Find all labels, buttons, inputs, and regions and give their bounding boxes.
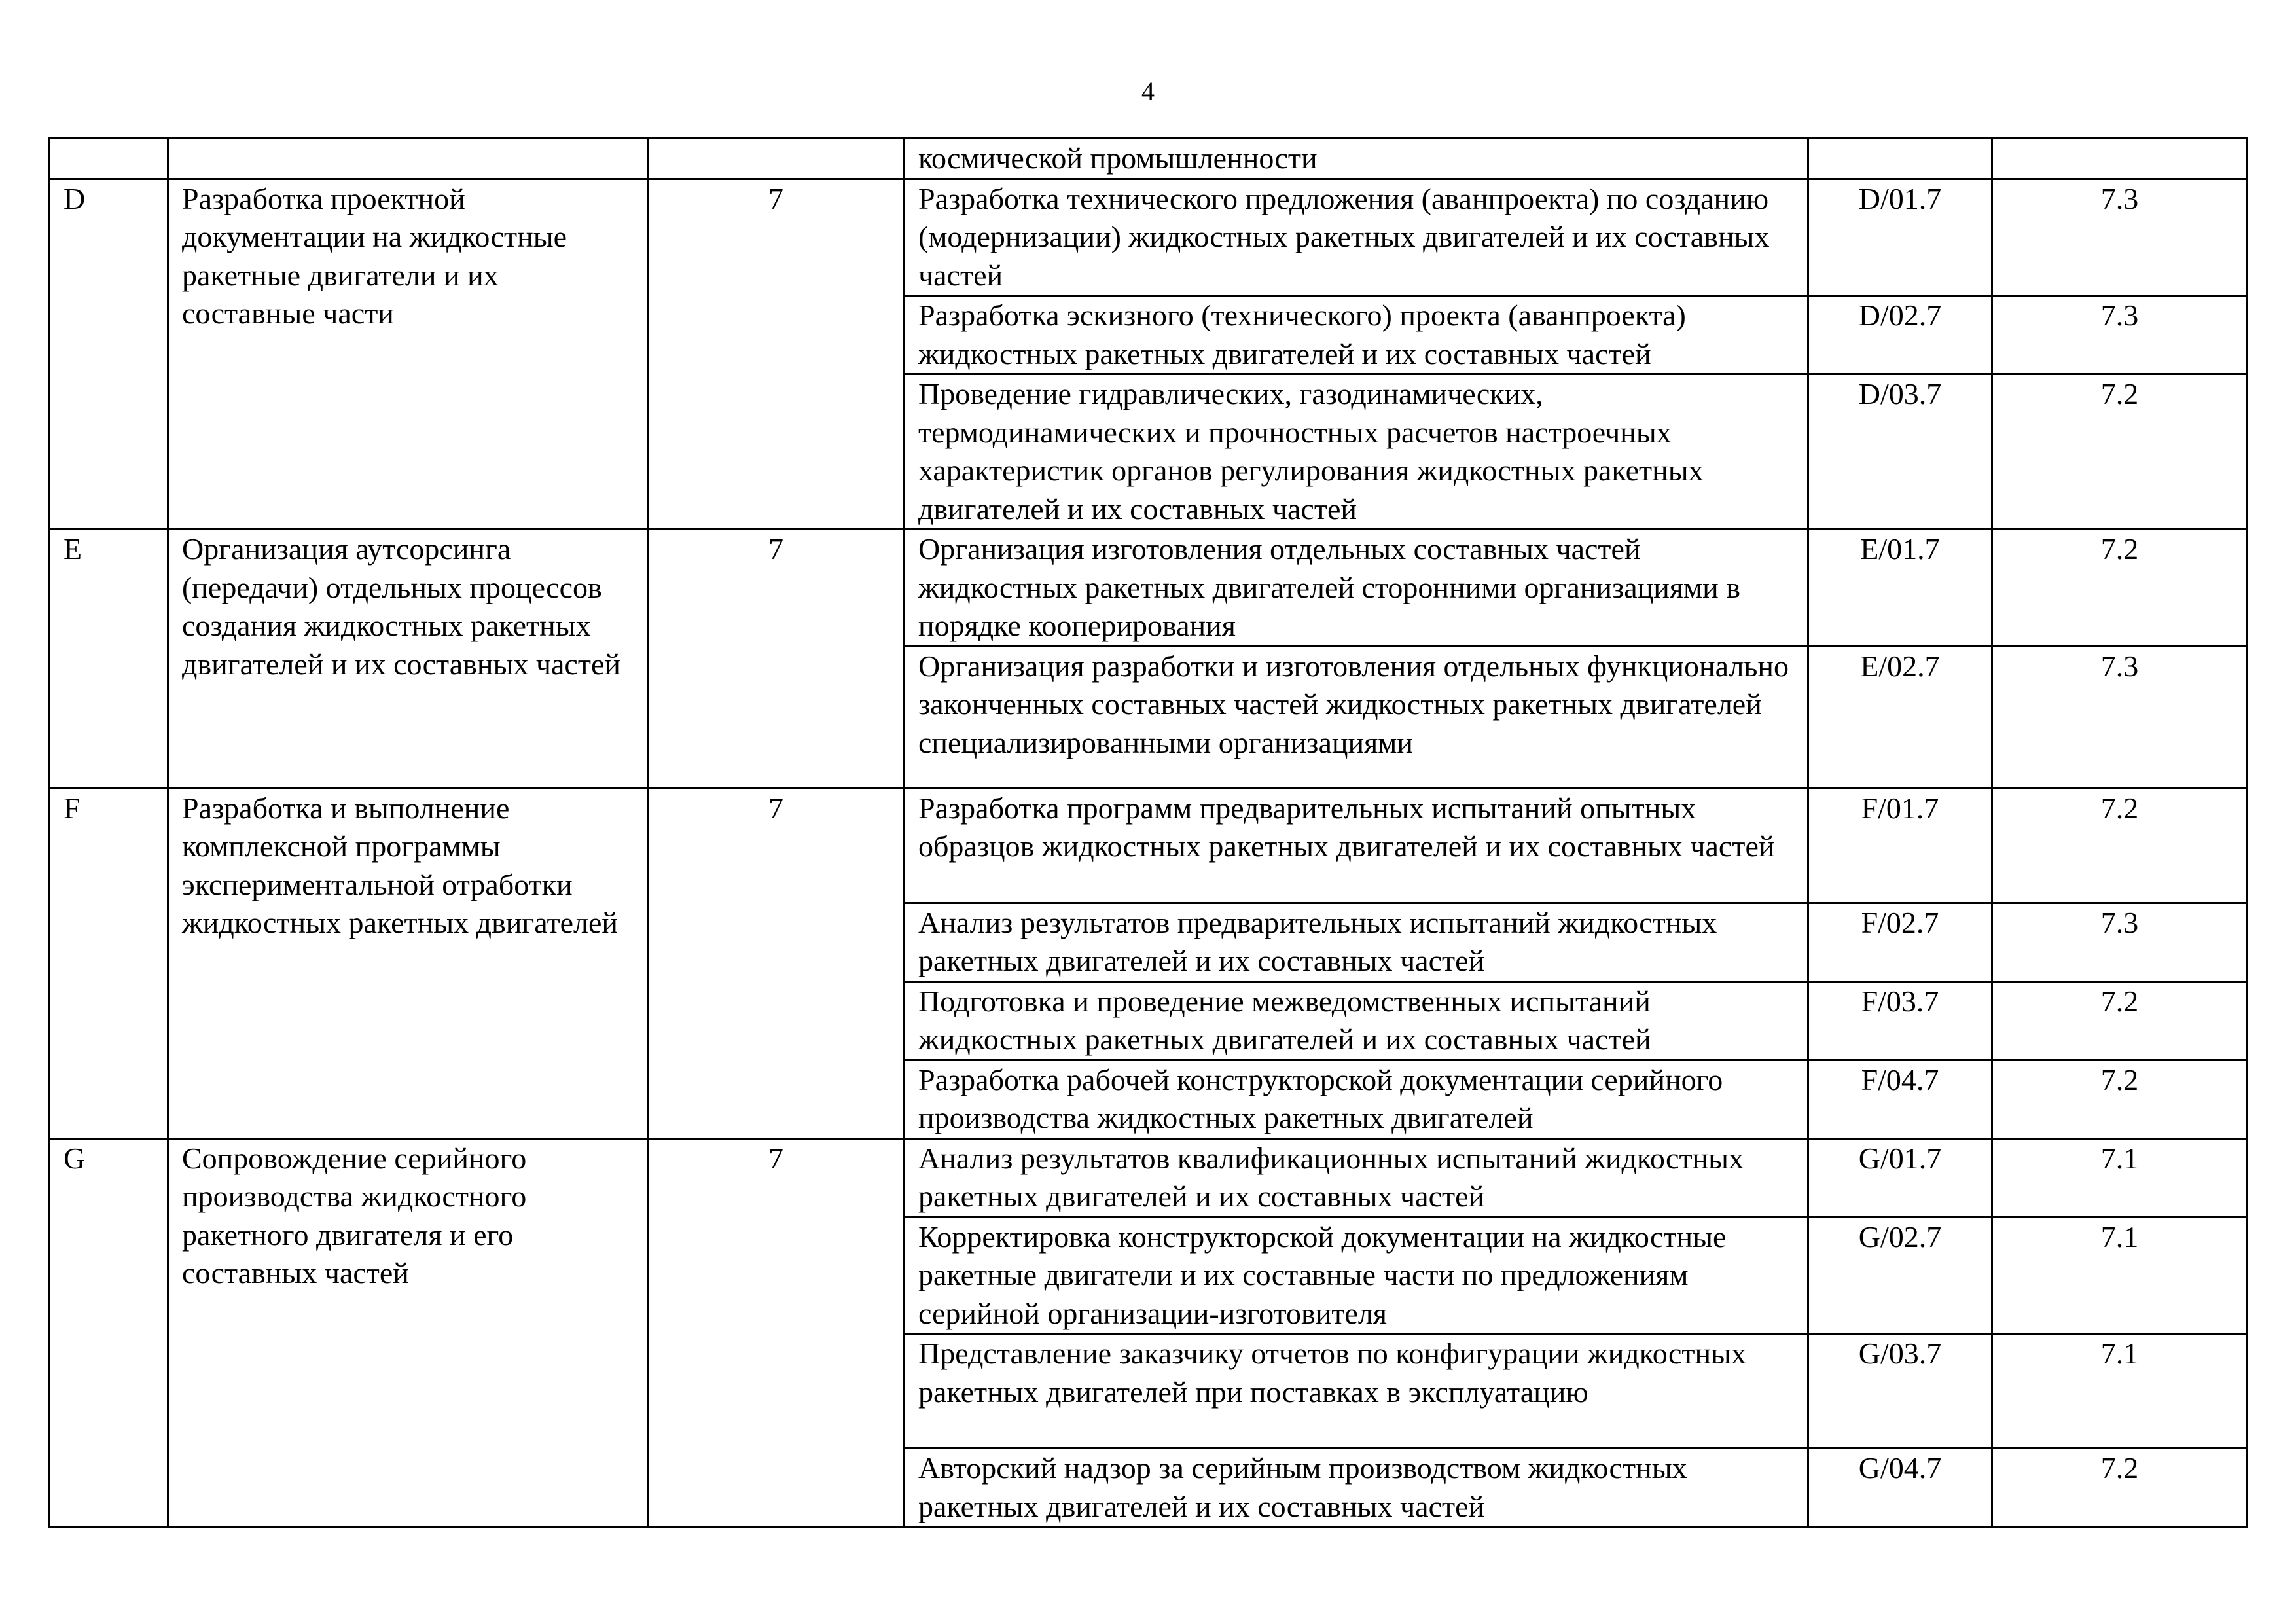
cell-group-name: Разработка и выполнение комплексной программы экспериментальной отработки жидкостных ракетных двигателей xyxy=(168,788,648,1138)
cell-group-name xyxy=(168,139,648,179)
table-body xyxy=(50,139,2248,1527)
functions-table xyxy=(48,137,2248,1528)
cell-group-level: 7 xyxy=(648,788,905,1138)
page-number: 4 xyxy=(1141,77,1155,106)
cell-function-sublevel: 7.2 xyxy=(1992,981,2248,1060)
cell-function-sublevel: 7.2 xyxy=(1992,788,2248,903)
cell-group-code xyxy=(50,139,168,179)
cell-function-code: D/02.7 xyxy=(1808,296,1992,374)
cell-function-name: Разработка эскизного (технического) проекта (аванпроекта) жидкостных ракетных двигателей и их составных частей xyxy=(905,296,1808,374)
cell-function-name: Организация изготовления отдельных составных частей жидкостных ракетных двигателей сторонними организациями в порядке кооперирования xyxy=(905,530,1808,647)
cell-function-code: E/02.7 xyxy=(1808,646,1992,788)
cell-function-sublevel: 7.2 xyxy=(1992,530,2248,647)
cell-function-sublevel: 7.2 xyxy=(1992,1060,2248,1138)
cell-function-sublevel: 7.3 xyxy=(1992,296,2248,374)
cell-group-code: F xyxy=(50,788,168,1138)
cell-group-level xyxy=(648,139,905,179)
cell-function-sublevel: 7.3 xyxy=(1992,179,2248,296)
cell-group-code: D xyxy=(50,179,168,530)
cell-function-name: Организация разработки и изготовления отдельных функционально законченных составных частей жидкостных ракетных двигателей специализированными организациями xyxy=(905,646,1808,788)
cell-function-name: Анализ результатов предварительных испытаний жидкостных ракетных двигателей и их составных частей xyxy=(905,903,1808,981)
cell-function-code: F/01.7 xyxy=(1808,788,1992,903)
cell-function-code: D/03.7 xyxy=(1808,374,1992,530)
cell-function-sublevel: 7.2 xyxy=(1992,374,2248,530)
cell-function-sublevel: 7.2 xyxy=(1992,1449,2248,1527)
cell-function-code: F/04.7 xyxy=(1808,1060,1992,1138)
cell-function-sublevel: 7.1 xyxy=(1992,1138,2248,1217)
cell-group-level: 7 xyxy=(648,179,905,530)
cell-group-level: 7 xyxy=(648,530,905,789)
cell-function-sublevel xyxy=(1992,139,2248,179)
cell-function-code: G/03.7 xyxy=(1808,1334,1992,1449)
cell-function-code: G/04.7 xyxy=(1808,1449,1992,1527)
cell-function-code: G/01.7 xyxy=(1808,1138,1992,1217)
cell-group-name: Сопровождение серийного производства жидкостного ракетного двигателя и его составных частей xyxy=(168,1138,648,1527)
cell-function-code: F/03.7 xyxy=(1808,981,1992,1060)
table-row xyxy=(50,1138,2248,1217)
cell-function-name: Проведение гидравлических, газодинамических, термодинамических и прочностных расчетов настроечных характеристик органов регулирования жидкостных ракетных двигателей и их составных частей xyxy=(905,374,1808,530)
cell-function-sublevel: 7.1 xyxy=(1992,1217,2248,1334)
cell-function-name: Корректировка конструкторской документации на жидкостные ракетные двигатели и их составные части по предложениям серийной организации-изготовителя xyxy=(905,1217,1808,1334)
cell-group-level: 7 xyxy=(648,1138,905,1527)
cell-function-code: F/02.7 xyxy=(1808,903,1992,981)
cell-function-name: Разработка технического предложения (аванпроекта) по созданию (модернизации) жидкостных ракетных двигателей и их составных частей xyxy=(905,179,1808,296)
cell-function-code: D/01.7 xyxy=(1808,179,1992,296)
cell-group-name: Разработка проектной документации на жидкостные ракетные двигатели и их составные части xyxy=(168,179,648,530)
table-row xyxy=(50,530,2248,647)
cell-group-code: E xyxy=(50,530,168,789)
cell-function-name: Авторский надзор за серийным производством жидкостных ракетных двигателей и их составных частей xyxy=(905,1449,1808,1527)
cell-function-code xyxy=(1808,139,1992,179)
cell-function-name: Анализ результатов квалификационных испытаний жидкостных ракетных двигателей и их составных частей xyxy=(905,1138,1808,1217)
table-row xyxy=(50,788,2248,903)
cell-function-name: космической промышленности xyxy=(905,139,1808,179)
table-row-continuation xyxy=(50,139,2248,179)
cell-group-code: G xyxy=(50,1138,168,1527)
cell-function-sublevel: 7.3 xyxy=(1992,903,2248,981)
cell-function-sublevel: 7.3 xyxy=(1992,646,2248,788)
cell-function-code: E/01.7 xyxy=(1808,530,1992,647)
cell-function-name: Разработка программ предварительных испытаний опытных образцов жидкостных ракетных двигателей и их составных частей xyxy=(905,788,1808,903)
cell-function-name: Представление заказчику отчетов по конфигурации жидкостных ракетных двигателей при поставках в эксплуатацию xyxy=(905,1334,1808,1449)
cell-function-name: Подготовка и проведение межведомственных испытаний жидкостных ракетных двигателей и их составных частей xyxy=(905,981,1808,1060)
table-row xyxy=(50,179,2248,296)
cell-function-code: G/02.7 xyxy=(1808,1217,1992,1334)
cell-function-name: Разработка рабочей конструкторской документации серийного производства жидкостных ракетных двигателей xyxy=(905,1060,1808,1138)
cell-function-sublevel: 7.1 xyxy=(1992,1334,2248,1449)
cell-group-name: Организация аутсорсинга (передачи) отдельных процессов создания жидкостных ракетных двигателей и их составных частей xyxy=(168,530,648,789)
